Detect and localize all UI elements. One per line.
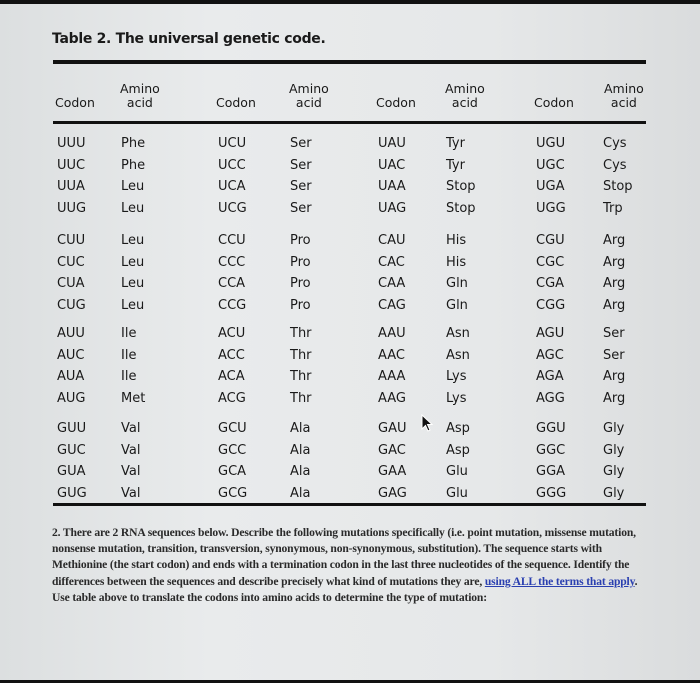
amino-acid-cell: Lys (446, 390, 467, 406)
codon-cell: GUG (57, 485, 87, 501)
amino-acid-cell: Pro (290, 297, 311, 313)
codon-cell: UCU (218, 136, 247, 151)
photo-edge-top (0, 0, 700, 4)
codon-cell: CUU (57, 233, 86, 248)
amino-acid-cell: Ala (290, 421, 311, 436)
codon-cell: UCA (218, 179, 246, 195)
codon-cell: CGA (536, 276, 565, 292)
amino-acid-cell: Leu (121, 179, 145, 195)
amino-acid-cell: Arg (603, 297, 626, 313)
amino-acid-cell: Tyr (446, 157, 465, 173)
codon-cell: AUA (57, 369, 85, 385)
codon-cell: GUU (57, 421, 87, 436)
codon-cell: ACC (218, 347, 245, 363)
amino-acid-cell: Pro (290, 254, 311, 270)
amino-acid-cell: Stop (603, 179, 633, 195)
codon-cell: CAU (378, 233, 406, 248)
header-amino-line1: Amino (445, 81, 485, 96)
codon-cell: GGU (536, 421, 566, 436)
header-codon: Codon (55, 95, 95, 110)
amino-acid-cell: Ser (290, 179, 312, 195)
codon-cell: CCC (218, 254, 246, 270)
question-text: 2. There are 2 RNA sequences below. Describe the following mutations specifically (i.e. point mutation, missense mutation, nonsense mutation, transition, transversion, synonymous, non-synonymous, substitution). The sequence starts with Methionine (the start codon) and ends with a termination codon in the last three nucleotides of the sequence. Identify the differences between the sequences and describe precisely what kind of mutations they are, (52, 526, 636, 588)
header-amino-line2: acid (451, 95, 478, 110)
codon-cell: CGU (536, 233, 565, 248)
amino-acid-cell: Arg (603, 233, 626, 248)
amino-acid-cell: Gly (603, 421, 625, 436)
amino-acid-cell: Ser (603, 347, 625, 363)
amino-acid-cell: Asn (446, 326, 470, 341)
codon-cell: GGA (536, 464, 566, 480)
amino-acid-cell: Ser (290, 136, 312, 151)
codon-cell: CGC (536, 254, 565, 270)
amino-acid-cell: Cys (603, 136, 627, 151)
header-amino-line1: Amino (120, 81, 160, 96)
amino-acid-cell: Ala (290, 464, 311, 480)
amino-acid-cell: Arg (603, 276, 626, 292)
amino-acid-cell: Leu (121, 276, 145, 292)
codon-cell: CUA (57, 276, 85, 292)
header-amino-acid (445, 82, 485, 110)
amino-acid-cell: Gly (603, 464, 625, 480)
codon-cell: UCG (218, 200, 247, 216)
header-codon: Codon (376, 95, 416, 110)
amino-acid-cell: Val (121, 442, 141, 458)
codon-cell: AGA (536, 369, 564, 385)
codon-cell: CUC (57, 254, 85, 270)
header-amino-acid (289, 82, 329, 110)
codon-cell: UGU (536, 136, 566, 151)
amino-acid-cell: Leu (121, 233, 145, 248)
codon-cell: GCG (218, 485, 248, 501)
codon-cell: CGG (536, 297, 566, 313)
amino-acid-cell: Thr (290, 326, 312, 341)
codon-cell: AGC (536, 347, 564, 363)
codon-cell: UAU (378, 136, 406, 151)
amino-acid-cell: His (446, 254, 467, 270)
amino-acid-cell: Tyr (446, 136, 465, 151)
codon-cell: UAA (378, 179, 406, 195)
amino-acid-cell: Met (121, 390, 146, 406)
amino-acid-cell: Stop (446, 179, 476, 195)
amino-acid-cell: Gln (446, 297, 468, 313)
codon-cell: ACG (218, 390, 246, 406)
amino-acid-cell: Leu (121, 297, 145, 313)
codon-cell: UAC (378, 157, 406, 173)
amino-acid-cell: Leu (121, 254, 145, 270)
table-title: Table 2. The universal genetic code. (52, 31, 326, 47)
amino-acid-cell: Cys (603, 157, 627, 173)
codon-cell: GUC (57, 442, 86, 458)
codon-cell: GAU (378, 421, 407, 436)
amino-acid-cell: Arg (603, 254, 626, 270)
amino-acid-cell: Ala (290, 485, 311, 501)
codon-cell: GCA (218, 464, 247, 480)
header-amino-line2: acid (295, 95, 322, 110)
amino-acid-cell: Gly (603, 485, 625, 501)
codon-cell: AAA (378, 369, 406, 385)
codon-cell: UCC (218, 157, 246, 173)
header-amino-acid (604, 82, 644, 110)
header-amino-line1: Amino (604, 81, 644, 96)
amino-acid-cell: Arg (603, 369, 626, 385)
codon-cell: GGC (536, 442, 566, 458)
amino-acid-cell: Gly (603, 442, 625, 458)
amino-acid-cell: Val (121, 464, 141, 480)
codon-cell: GGG (536, 485, 567, 501)
amino-acid-cell: Asp (446, 421, 470, 436)
codon-cell: CAA (378, 276, 406, 292)
codon-cell: CAC (378, 254, 405, 270)
codon-cell: GAA (378, 464, 407, 480)
question-text-end: . Use table above to translate the codons into amino acids to determine the type of mutation: (52, 574, 638, 604)
header-rule (53, 121, 646, 124)
amino-acid-cell: Asn (446, 347, 470, 363)
amino-acid-cell: Ala (290, 442, 311, 458)
codon-cell: UGC (536, 157, 565, 173)
codon-cell: CCU (218, 233, 246, 248)
codon-cell: UUG (57, 200, 87, 216)
amino-acid-cell: Gln (446, 276, 468, 292)
header-codon: Codon (216, 95, 256, 110)
codon-cell: CCA (218, 276, 246, 292)
amino-acid-cell: Ser (290, 157, 312, 173)
amino-acid-cell: Pro (290, 276, 311, 292)
question-paragraph (52, 525, 642, 606)
codon-cell: CUG (57, 297, 86, 313)
amino-acid-cell: Thr (290, 347, 312, 363)
bottom-rule (53, 503, 646, 506)
mouse-cursor-icon (421, 414, 435, 432)
codon-cell: AUC (57, 347, 85, 363)
amino-acid-cell: Trp (603, 200, 623, 216)
codon-cell: CCG (218, 297, 247, 313)
amino-acid-cell: Glu (446, 485, 468, 501)
codon-cell: UGG (536, 200, 566, 216)
header-amino-acid (120, 82, 160, 110)
codon-cell: GUA (57, 464, 86, 480)
amino-acid-cell: Val (121, 485, 141, 501)
codon-cell: GAG (378, 485, 407, 501)
codon-cell: UUC (57, 157, 86, 173)
codon-cell: UGA (536, 179, 565, 195)
codon-cell: UAG (378, 200, 407, 216)
codon-cell: CAG (378, 297, 406, 313)
codon-cell: AUU (57, 326, 85, 341)
amino-acid-cell: Glu (446, 464, 468, 480)
amino-acid-cell: Ser (603, 326, 625, 341)
amino-acid-cell: Thr (290, 390, 312, 406)
amino-acid-cell: Phe (121, 157, 146, 173)
amino-acid-cell: Asp (446, 442, 470, 458)
codon-cell: AGU (536, 326, 565, 341)
codon-cell: ACA (218, 369, 245, 385)
codon-cell: AAC (378, 347, 405, 363)
codon-cell: GCC (218, 442, 247, 458)
codon-cell: AUG (57, 390, 86, 406)
codon-cell: AAG (378, 390, 406, 406)
amino-acid-cell: Ser (290, 200, 312, 216)
header-amino-line1: Amino (289, 81, 329, 96)
codon-cell: AAU (378, 326, 406, 341)
codon-cell: GCU (218, 421, 247, 436)
amino-acid-cell: Val (121, 421, 141, 436)
terms-link[interactable]: using ALL the terms that apply (484, 574, 635, 588)
header-codon: Codon (534, 95, 574, 110)
amino-acid-cell: Arg (603, 390, 626, 406)
amino-acid-cell: Ile (121, 347, 137, 363)
amino-acid-cell: Pro (290, 233, 311, 248)
codon-cell: UUA (57, 179, 85, 195)
amino-acid-cell: Phe (121, 136, 146, 151)
codon-cell: UUU (57, 136, 86, 151)
top-rule (53, 60, 646, 64)
codon-cell: ACU (218, 326, 246, 341)
amino-acid-cell: His (446, 233, 467, 248)
amino-acid-cell: Ile (121, 326, 137, 341)
amino-acid-cell: Ile (121, 369, 137, 385)
header-amino-line2: acid (610, 95, 637, 110)
codon-cell: AGG (536, 390, 565, 406)
codon-cell: GAC (378, 442, 406, 458)
amino-acid-cell: Stop (446, 200, 476, 216)
amino-acid-cell: Lys (446, 369, 467, 385)
amino-acid-cell: Leu (121, 200, 145, 216)
amino-acid-cell: Thr (290, 369, 312, 385)
header-amino-line2: acid (126, 95, 153, 110)
